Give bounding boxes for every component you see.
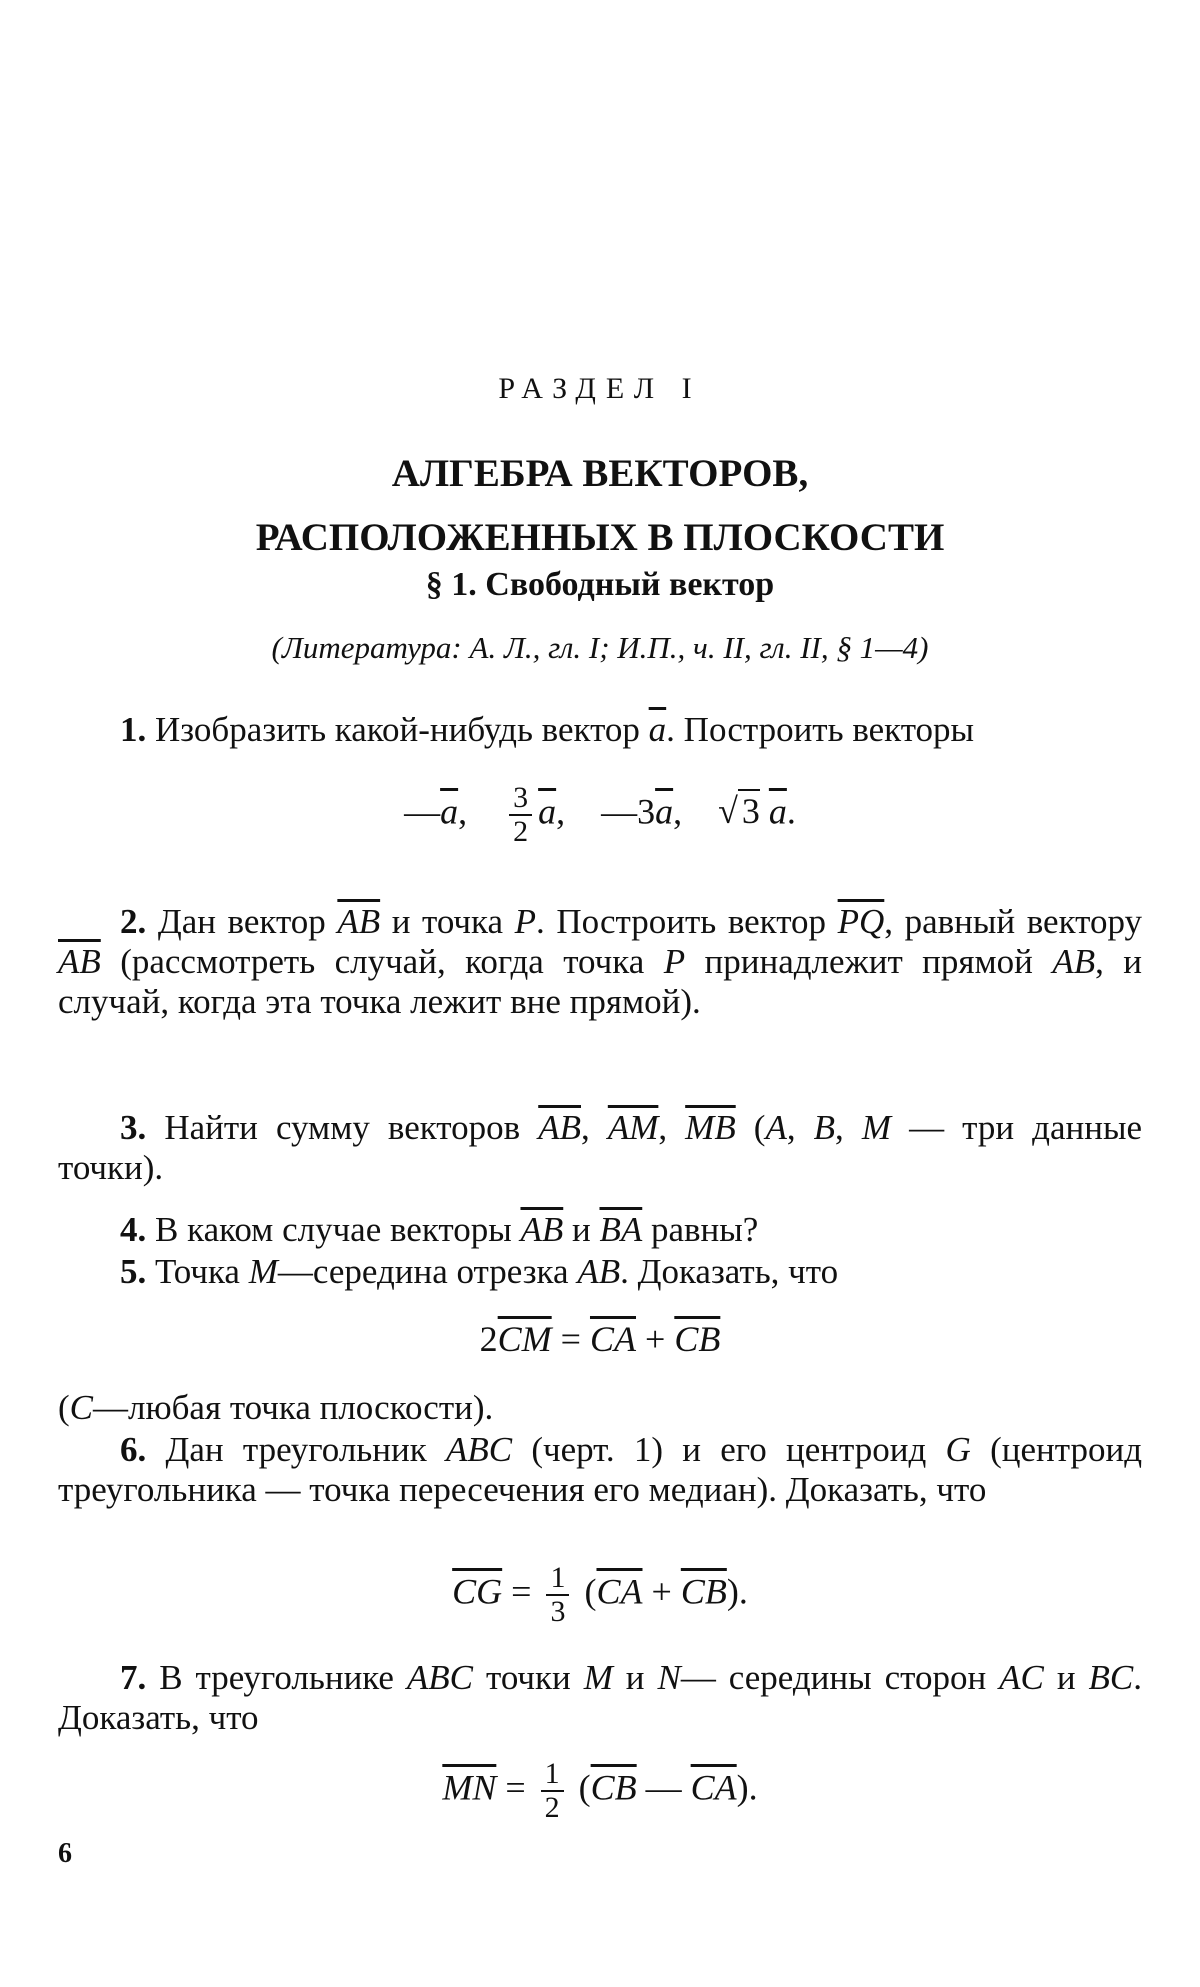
square-root: √ 3 <box>718 791 760 832</box>
problem-4: 4. В каком случае векторы $\overline{AB}$ и $\overline{BA}$ равны? <box>120 1210 759 1249</box>
page-number: 6 <box>58 1838 72 1869</box>
fraction: $\frac{3}{2}$ <box>509 782 532 848</box>
paragraph-title: § 1. Свободный вектор <box>425 566 775 603</box>
literature-reference: (Литература: А. Л., гл. I; И.П., ч. II, гл. II, § 1—4) <box>271 630 929 665</box>
fraction: $\frac{1}{2}$ <box>541 1758 564 1824</box>
section-label: РАЗДЕЛ I <box>498 372 702 405</box>
problem-7-formula: $\overline{MN}$ = $\frac{1}{2}$ ($\overline{CB}$ — $\overline{CA}$). <box>442 1757 758 1824</box>
problem-2: 2. Дан вектор $\overline{AB}$ и точка P. Построить вектор $\overline{PQ}$, равный вектору $\overline{AB}$ (рассмотреть случай, когда точка P принадлежит прямой AB, и случай, когда эта точка лежит вне прямой). <box>58 902 1143 1021</box>
problem-5-note: (C—любая точка плоскости). <box>58 1388 494 1427</box>
problem-1: 1. Изобразить какой-нибудь вектор $\overline{a}$. Построить векторы <box>120 710 975 749</box>
chapter-title-line1: АЛГЕБРА ВЕКТОРОВ, <box>391 452 809 495</box>
problem-5-formula: $2\overline{CM} = \overline{CA} + \overline{CB}$ <box>479 1319 721 1359</box>
problem-6-formula: $\overline{CG}$ = $\frac{1}{3}$ $(\overline{CA} + \overline{CB})$. <box>452 1561 748 1628</box>
problem-7: 7. В треугольнике ABC точки M и N— середины сторон AC и BC. Доказать, что <box>58 1658 1143 1737</box>
problem-3: 3. Найти сумму векторов $\overline{AB}$, $\overline{AM}$, $\overline{MB}$ (A, B, M — три данные точки). <box>58 1108 1142 1187</box>
problem-6: 6. Дан треугольник ABC (черт. 1) и его центроид G (центроид треугольника — точка пересечения его медиан). Доказать, что <box>58 1430 1142 1509</box>
fraction: $\frac{1}{3}$ <box>546 1562 569 1628</box>
chapter-title <box>0 442 1200 570</box>
problem-1-formula: $—\overline{a}$, $\frac{3}{2}$ $\overline{a}$, $—3\overline{a}$, √ 3 $\overline{a}$. <box>404 781 796 848</box>
chapter-title-line2: РАСПОЛОЖЕННЫХ В ПЛОСКОСТИ <box>255 516 945 559</box>
problem-5: 5. Точка M—середина отрезка AB. Доказать, что <box>120 1252 839 1291</box>
